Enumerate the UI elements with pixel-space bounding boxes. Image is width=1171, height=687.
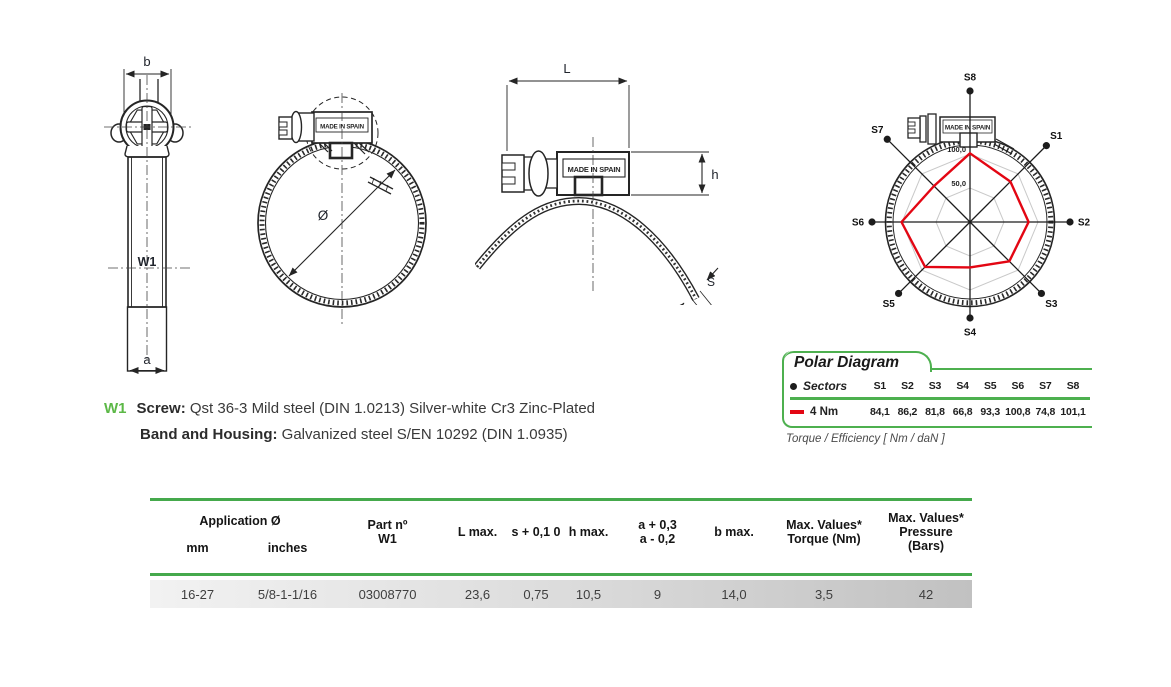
dim-label-L: L — [563, 61, 571, 76]
col-header-application: Application Ø — [199, 514, 281, 528]
series-code-w1: W1 — [104, 400, 127, 417]
series-label: 4 Nm — [810, 406, 839, 418]
radar-tick-label: 50,0 — [951, 179, 966, 188]
radar-sector-label: S6 — [851, 217, 865, 229]
cell-application-inches: 5/8-1-1/16 — [257, 586, 318, 602]
radar-sector-label: S1 — [1050, 131, 1063, 143]
made-in-spain-text: MADE IN SPAIN — [320, 123, 364, 131]
radar-sector-label: S4 — [963, 327, 977, 339]
band-housing-label: Band and Housing: — [140, 426, 278, 443]
radar-axis-dot — [868, 218, 875, 225]
radar-axis — [970, 222, 1041, 293]
cell-s: 0,75 — [523, 586, 549, 602]
series-legend-dash-icon — [790, 410, 804, 414]
radar-sector-label: S7 — [871, 124, 884, 136]
col-header-l-max: L max. — [457, 525, 498, 539]
radar-sector-label: S8 — [963, 72, 977, 84]
cell-h-max: 10,5 — [575, 586, 602, 602]
value-s6: 100,8 — [1005, 406, 1031, 418]
sector-col-s1: S1 — [873, 380, 887, 392]
band-label-w1: W1 — [137, 255, 157, 269]
polar-diagram-caption: Torque / Efficiency [ Nm / daN ] — [786, 433, 945, 445]
sectors-header-row — [790, 377, 1092, 395]
band-spec-text: Galvanized steel S/EN 10292 (DIN 1.0935) — [281, 426, 568, 443]
sector-col-s7: S7 — [1039, 380, 1052, 392]
sectors-label: Sectors — [803, 379, 848, 393]
radar-sector-label: S2 — [1077, 217, 1091, 229]
polar-diagram-topline — [930, 368, 1092, 370]
radar-sector-label: S3 — [1045, 298, 1058, 310]
col-header-a-tol: a + 0,3 a - 0,2 — [638, 518, 677, 546]
cell-pressure: 42 — [918, 586, 934, 602]
cell-torque: 3,5 — [814, 586, 834, 602]
radar-axis — [970, 146, 1046, 222]
materials-block — [104, 396, 595, 448]
col-header-torque: Max. Values* Torque (Nm) — [786, 518, 862, 546]
col-header-pressure: Max. Values* Pressure (Bars) — [888, 511, 964, 553]
col-header-b-max: b max. — [714, 525, 754, 539]
polar-diagram-box — [782, 351, 1092, 428]
clamp-top-view-drawing — [90, 45, 220, 395]
radar-axis-dot — [1066, 218, 1073, 225]
sector-col-s8: S8 — [1066, 380, 1080, 392]
value-s4: 66,8 — [952, 406, 973, 418]
radar-sector-label: S5 — [882, 298, 895, 310]
radar-axis-dot — [966, 314, 973, 321]
col-header-inches: inches — [267, 541, 308, 555]
polar-diagram-title: Polar Diagram — [794, 354, 900, 371]
value-s2: 86,2 — [897, 406, 918, 418]
sector-col-s4: S4 — [956, 380, 969, 392]
sectors-divider-line — [790, 397, 1090, 400]
spec-table-header — [150, 498, 972, 576]
clamp-side-view-drawing — [475, 55, 725, 305]
radar-axis-dot — [884, 136, 891, 143]
col-header-part: Part nº W1 — [367, 518, 408, 546]
value-s1: 84,1 — [869, 406, 890, 418]
clamp-front-view-drawing — [250, 85, 440, 335]
screw-spec-text: Qst 36-3 Mild steel (DIN 1.0213) Silver-white Cr3 Zinc-Plated — [189, 400, 596, 417]
sector-col-s2: S2 — [901, 380, 914, 392]
radar-axis-dot — [966, 87, 973, 94]
diameter-label: Ø — [317, 208, 329, 223]
sector-col-s6: S6 — [1011, 380, 1024, 392]
col-header-mm: mm — [186, 541, 209, 555]
sectors-bullet-icon — [790, 383, 797, 390]
radar-axis-dot — [895, 290, 902, 297]
sector-col-s3: S3 — [928, 380, 942, 392]
screw-label: Screw: — [136, 400, 186, 417]
torque-values-row — [790, 403, 1092, 421]
value-s5: 93,3 — [980, 406, 1000, 418]
radar-axis-dot — [1038, 290, 1045, 297]
radar-tick-label: 100,0 — [947, 145, 966, 154]
value-s3: 81,8 — [925, 406, 945, 418]
dim-label-a: a — [143, 352, 151, 367]
col-header-s-tol: s + 0,1 0 — [511, 525, 561, 539]
cell-application-mm: 16-27 — [180, 586, 215, 602]
materials-line-band — [140, 422, 595, 448]
dim-label-h: h — [711, 167, 719, 182]
radar-axis — [899, 222, 970, 293]
spec-data-row — [150, 580, 972, 608]
made-in-spain-text: MADE IN SPAIN — [567, 165, 621, 174]
cell-part-number: 03008770 — [358, 586, 417, 602]
dim-label-b: b — [143, 54, 151, 69]
radar-axis-dot — [1043, 142, 1050, 149]
spec-table — [150, 498, 972, 608]
cell-b-max: 14,0 — [721, 586, 747, 602]
made-in-spain-text: MADE IN SPAIN — [944, 124, 991, 132]
col-header-h-max: h max. — [568, 525, 609, 539]
value-s7: 74,8 — [1035, 406, 1056, 418]
sector-col-s5: S5 — [983, 380, 997, 392]
value-s8: 101,1 — [1060, 406, 1086, 418]
cell-l-max: 23,6 — [464, 586, 491, 602]
polar-diagram-chart — [830, 45, 1110, 345]
cell-a: 9 — [653, 586, 662, 602]
dim-label-S: S — [706, 275, 716, 289]
materials-line-screw — [104, 396, 595, 422]
